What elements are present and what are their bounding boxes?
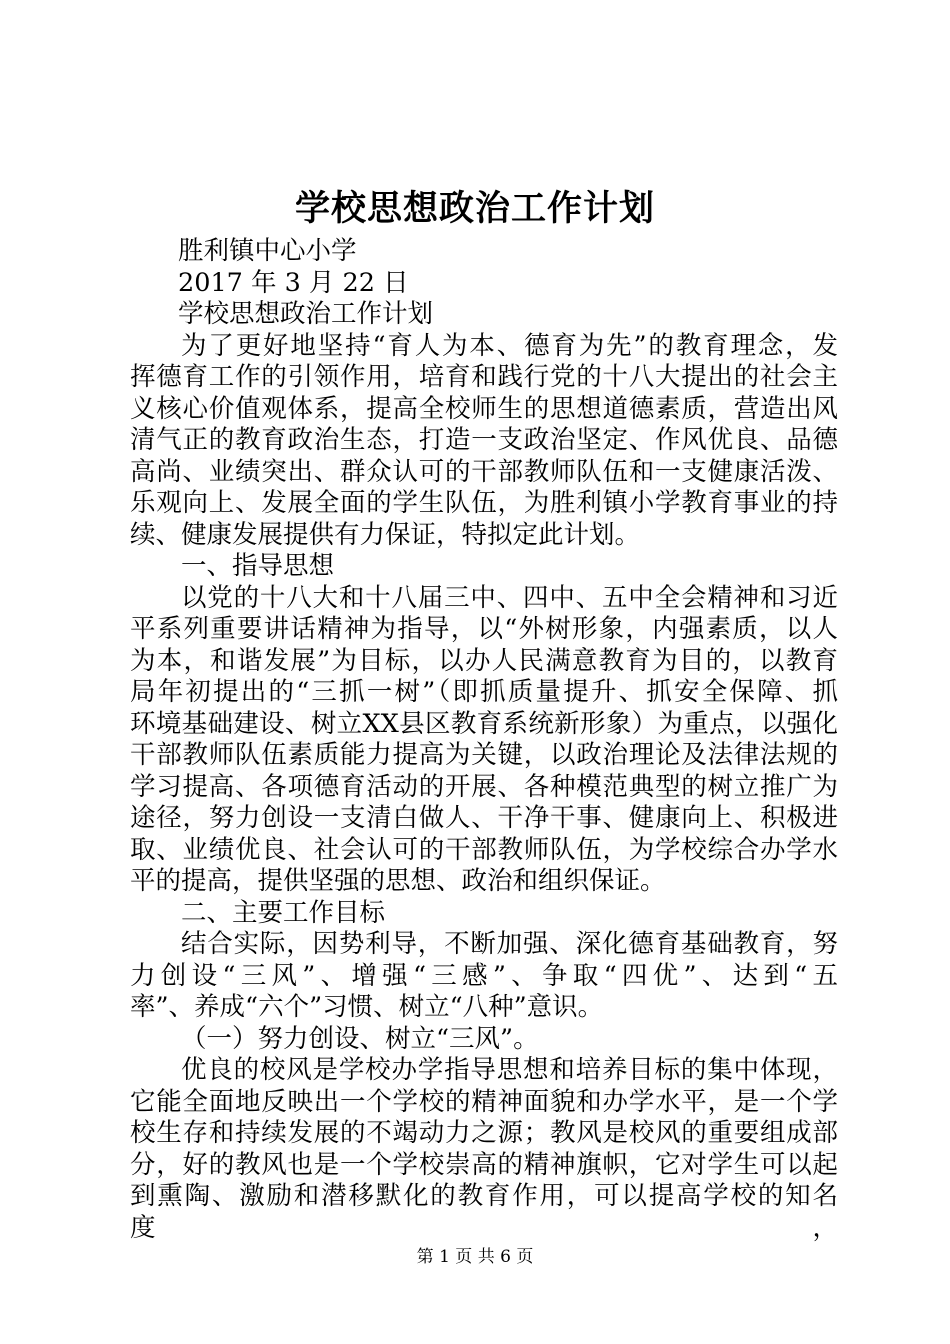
paragraph-line: 高尚、业绩突出、群众认可的干部教师队伍和一支健康活泼、 [130, 456, 838, 487]
paragraph-line: 校生存和持续发展的不竭动力之源；教风是校风的重要组成部 [130, 1118, 838, 1148]
paragraph-line: 环境基础建设、树立XX县区教育系统新形象）为重点，以强化 [130, 708, 838, 739]
paragraph-line: 分，好的教风也是一个学校崇高的精神旗帜，它对学生可以起 [130, 1149, 838, 1180]
paragraph-line: 干部教师队伍素质能力提高为关键，以政治理论及法律法规的 [130, 740, 838, 770]
section-heading: 二、主要工作目标 [181, 897, 386, 928]
page-footer: 第 1 页 共 6 页 [416, 1247, 534, 1267]
paragraph-line: 乐观向上、发展全面的学生队伍，为胜利镇小学教育事业的持 [130, 488, 838, 518]
document-subtitle: 学校思想政治工作计划 [178, 299, 434, 329]
paragraph-line: 续、健康发展提供有力保证，特拟定此计划。 [130, 519, 641, 550]
document-title: 学校思想政治工作计划 [294, 188, 655, 229]
school-name: 胜利镇中心小学 [178, 236, 357, 266]
paragraph-line: 以党的十八大和十八届三中、四中、五中全会精神和习近 [181, 582, 838, 613]
paragraph-line: 率”、养成“六个”习惯、树立“八种”意识。 [130, 992, 604, 1022]
paragraph-line: 取、业绩优良、社会认可的干部教师队伍，为学校综合办学水 [130, 834, 838, 865]
paragraph-line: 为本，和谐发展”为目标，以办人民满意教育为目的，以教育 [130, 645, 838, 676]
paragraph-line: 挥德育工作的引领作用，培育和践行党的十八大提出的社会主 [130, 362, 838, 392]
paragraph-line: 清气正的教育政治生态，打造一支政治坚定、作风优良、品德 [130, 425, 838, 455]
subsection-heading: （一）努力创设、树立“三风”。 [181, 1023, 539, 1054]
paragraph-line: 学习提高、各项德育活动的开展、各种模范典型的树立推广为 [130, 771, 838, 802]
paragraph-line: 优良的校风是学校办学指导思想和培养目标的集中体现， [181, 1055, 838, 1085]
paragraph-line: 途径，努力创设一支清白做人、干净干事、健康向上、积极进 [130, 803, 838, 833]
document-body [130, 236, 838, 1243]
document-date: 2017 年 3 月 22 日 [178, 267, 409, 298]
paragraph-line: 到熏陶、激励和潜移默化的教育作用，可以提高学校的知名度， [130, 1181, 838, 1243]
paragraph-line: 为了更好地坚持“育人为本、德育为先”的教育理念，发 [181, 330, 838, 361]
paragraph-line: 力创设“三风”、增强“三感”、争取“四优”、达到“五 [130, 960, 838, 991]
paragraph-line: 结合实际，因势利导，不断加强、深化德育基础教育，努 [181, 929, 838, 959]
section-heading: 一、指导思想 [181, 551, 335, 581]
paragraph-line: 平的提高，提供坚强的思想、政治和组织保证。 [130, 866, 666, 896]
paragraph-line: 它能全面地反映出一个学校的精神面貌和办学水平，是一个学 [130, 1086, 838, 1117]
paragraph-line: 局年初提出的“三抓一树”（即抓质量提升、抓安全保障、抓 [130, 677, 838, 707]
paragraph-line: 平系列重要讲话精神为指导，以“外树形象，内强素质，以人 [130, 614, 838, 644]
paragraph-line: 义核心价值观体系，提高全校师生的思想道德素质，营造出风 [130, 393, 838, 424]
